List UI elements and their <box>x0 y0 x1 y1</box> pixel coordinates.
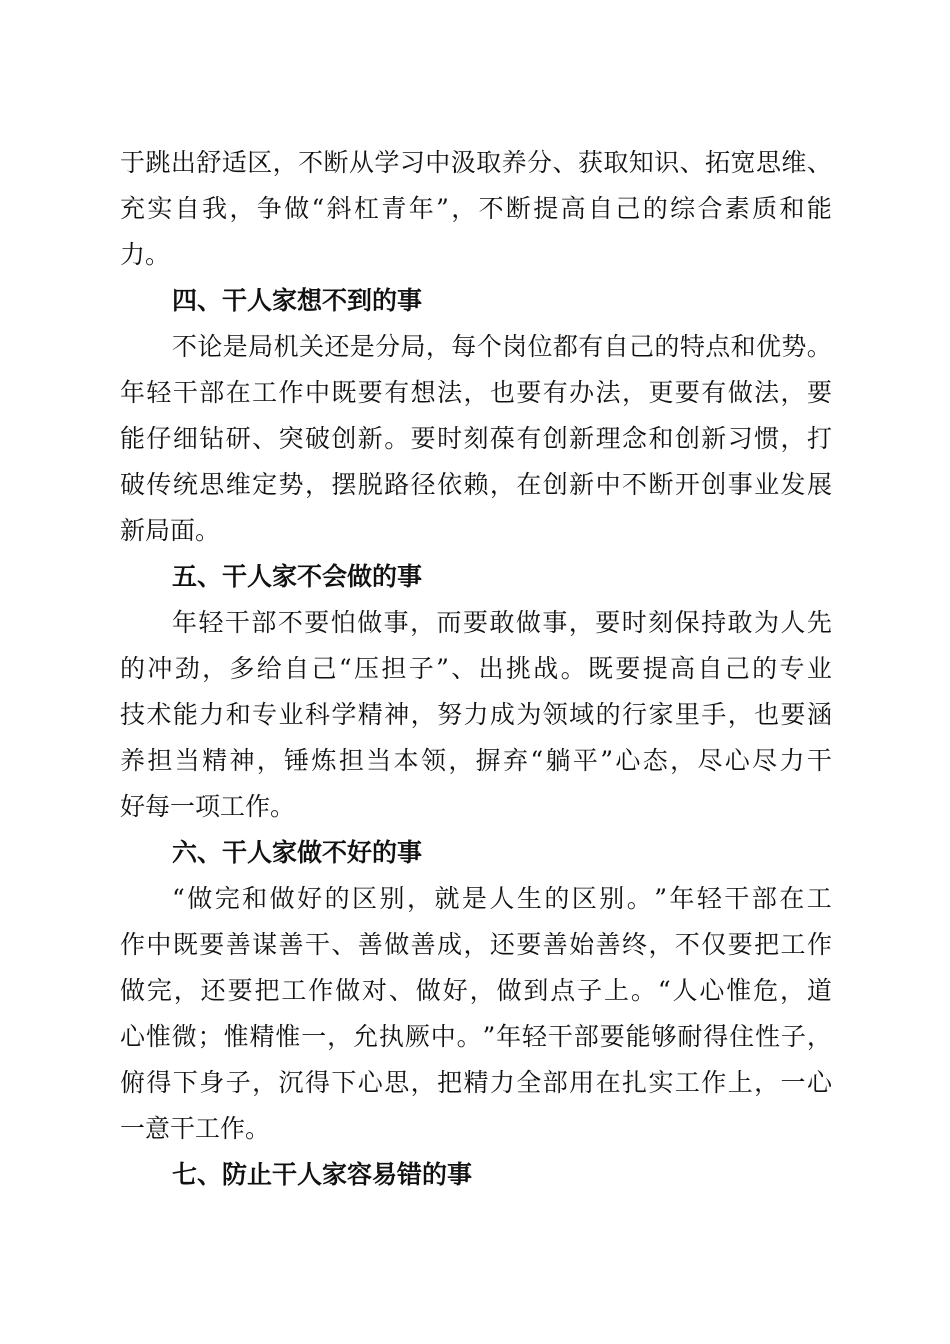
text-line-20: 心 惟 微 ； 惟 精 惟 一 ， 允 执 厥 中 。 ” 年 轻 干 部 要 能 够 耐 得 住 性 子 ， <box>120 1022 832 1051</box>
text-line-22: 一意干工作。 <box>120 1114 271 1143</box>
text-line-12: 的 冲 劲 ， 多 给 自 己 “ 压 担 子 ” 、 出 挑 战 。 既 要 提 高 自 己 的 专 业 <box>120 654 832 683</box>
text-line-19: 做 完 ， 还 要 把 工 作 做 对 、 做 好 ， 做 到 点 子 上 。 “ 人 心 惟 危 ， 道 <box>120 976 832 1005</box>
text-line-15: 好每一项工作。 <box>120 792 296 821</box>
text-line-8: 破 传 统 思 维 定 势 ， 摆 脱 路 径 依 赖 ， 在 创 新 中 不 断 开 创 事 业 发 展 <box>120 470 832 499</box>
text-line-1: 于 跳 出 舒 适 区 ， 不 断 从 学 习 中 汲 取 养 分 、 获 取 知 识 、 拓 宽 思 维 、 <box>120 148 832 177</box>
text-line-18: 作 中 既 要 善 谋 善 干 、 善 做 善 成 ， 还 要 善 始 善 终 ， 不 仅 要 把 工 作 <box>120 930 832 959</box>
text-line-6: 年 轻 干 部 在 工 作 中 既 要 有 想 法 ， 也 要 有 办 法 ， 更 要 有 做 法 ， 要 <box>120 378 832 407</box>
text-line-2: 充 实 自 我 ， 争 做 “ 斜 杠 青 年 ” ， 不 断 提 高 自 己 的 综 合 素 质 和 能 <box>120 194 832 223</box>
text-line-3: 力。 <box>120 240 171 269</box>
document-page <box>120 140 832 1198</box>
text-line-13: 技 术 能 力 和 专 业 科 学 精 神 ， 努 力 成 为 领 域 的 行 家 里 手 ， 也 要 涵 <box>120 700 832 729</box>
text-line-5: 不 论 是 局 机 关 还 是 分 局 ， 每 个 岗 位 都 有 自 己 的 特 点 和 优 势 。 <box>172 332 832 361</box>
section-heading-5: 五、干人家不会做的事 <box>172 562 423 591</box>
text-line-7: 能 仔 细 钻 研 、 突 破 创 新 。 要 时 刻 葆 有 创 新 理 念 和 创 新 习 惯 ， 打 <box>120 424 832 453</box>
text-line-9: 新局面。 <box>120 516 221 545</box>
text-line-17: “ 做 完 和 做 好 的 区 别 ， 就 是 人 生 的 区 别 。 ” 年 轻 干 部 在 工 <box>172 884 832 913</box>
section-heading-4: 四、干人家想不到的事 <box>172 286 423 315</box>
text-line-14: 养 担 当 精 神 ， 锤 炼 担 当 本 领 ， 摒 弃 “ 躺 平 ” 心 态 ， 尽 心 尽 力 干 <box>120 746 832 775</box>
section-heading-7: 七、防止干人家容易错的事 <box>172 1160 473 1189</box>
text-line-21: 俯 得 下 身 子 ， 沉 得 下 心 思 ， 把 精 力 全 部 用 在 扎 实 工 作 上 ， 一 心 <box>120 1068 832 1097</box>
text-line-11: 年 轻 干 部 不 要 怕 做 事 ， 而 要 敢 做 事 ， 要 时 刻 保 持 敢 为 人 先 <box>172 608 832 637</box>
section-heading-6: 六、干人家做不好的事 <box>172 838 423 867</box>
